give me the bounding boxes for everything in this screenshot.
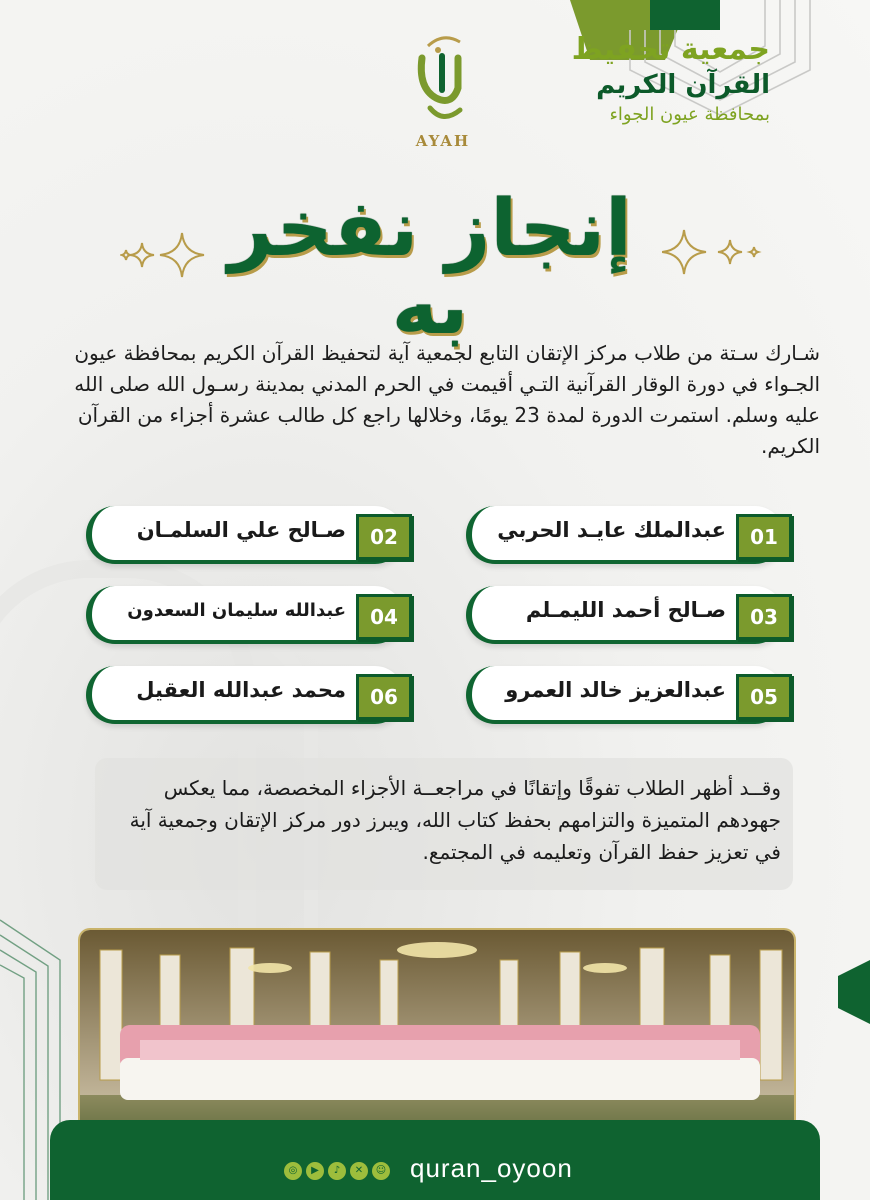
social-icons: [284, 1158, 390, 1184]
student-card: [86, 506, 404, 564]
student-card: [466, 506, 784, 564]
social-handle[interactable]: quran_oyoon: [410, 1153, 573, 1183]
snapchat-icon[interactable]: ☺: [372, 1162, 390, 1180]
sparkle-icon: [662, 225, 762, 275]
closing-box: [95, 758, 793, 890]
tiktok-icon[interactable]: ♪: [328, 1162, 346, 1180]
group-photo: [78, 928, 796, 1144]
student-number: 05: [736, 674, 792, 720]
student-name: محمد عبدالله العقيل: [136, 678, 346, 702]
student-name: عبدالعزيز خالد العمرو: [505, 678, 726, 702]
logo-latin-text: AYAH: [415, 132, 471, 150]
org-name-line2: القرآن الكريم: [596, 70, 770, 100]
student-card: [466, 586, 784, 644]
org-name-line1: جمعية تحفيظ: [571, 32, 770, 67]
youtube-icon[interactable]: ▶: [306, 1162, 324, 1180]
x-icon[interactable]: ✕: [350, 1162, 368, 1180]
student-number: 02: [356, 514, 412, 560]
student-name: صـالح علي السلمـان: [136, 518, 346, 542]
student-name: عبدالله سليمان السعدون: [127, 600, 346, 621]
student-name: صـالح أحمد الليمـلم: [525, 598, 726, 622]
intro-paragraph: شـارك سـتة من طلاب مركز الإتقان التابع لجمعية آية لتحفيظ القرآن الكريم بمحافظة عيون الجـواء في دورة الوقار القرآنية التـي أقيمت في الحرم المدني بمدينة رسـول الله صلى الله عليه وسلم. استمرت الدورة لمدة 23 يومًا، وخلالها راجع كل طالب عشرة أجزاء من القرآن الكريم.: [74, 341, 820, 458]
student-number: 04: [356, 594, 412, 640]
hexagon-decoration: [838, 960, 870, 1024]
student-name: عبدالملك عايـد الحربي: [497, 518, 726, 542]
student-card: [86, 586, 404, 644]
student-number: 03: [736, 594, 792, 640]
page-title: إنجاز نفخر به: [228, 184, 632, 352]
closing-paragraph: وقــد أظهر الطلاب تفوقًا وإتقانًا في مراجعــة الأجزاء المخصصة، مما يعكس جهودهم المتميزة والتزامهم بحفظ كتاب الله، ويبرز دور مركز الإتقان وجمعية آية في تعزيز حفظ القرآن وتعليمه في المجتمع.: [129, 776, 781, 864]
instagram-icon[interactable]: ◎: [284, 1162, 302, 1180]
student-number: 06: [356, 674, 412, 720]
student-number: 01: [736, 514, 792, 560]
student-card: [86, 666, 404, 724]
org-name-line3: بمحافظة عيون الجواء: [609, 104, 770, 125]
student-card: [466, 666, 784, 724]
ayah-logo-icon: [408, 28, 478, 128]
